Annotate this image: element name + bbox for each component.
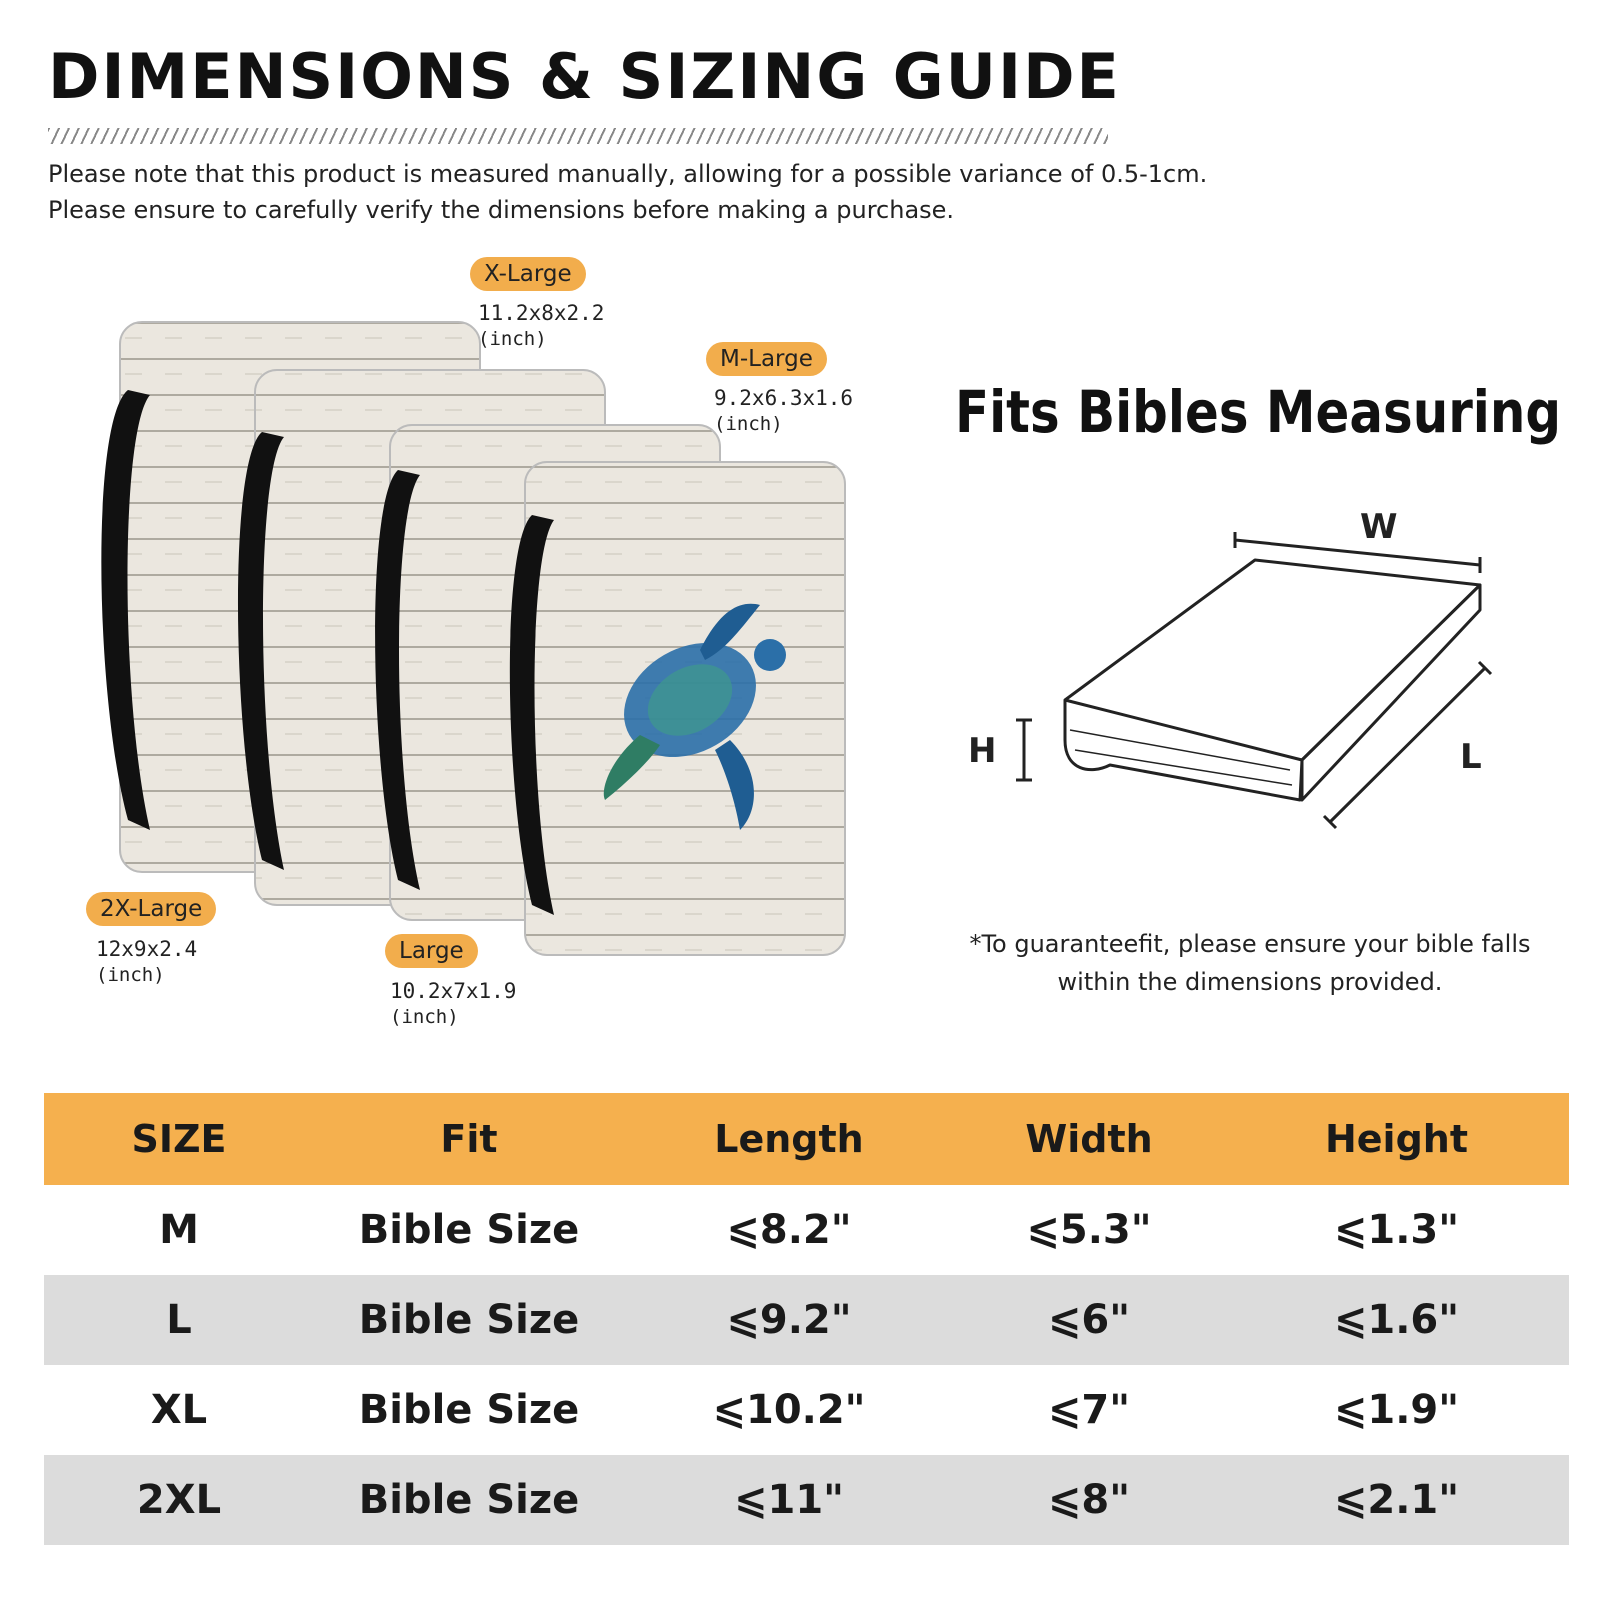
- guarantee-note: [940, 925, 1560, 1001]
- header-size: SIZE: [44, 1093, 314, 1185]
- cell-size: M: [159, 1207, 199, 1253]
- cell-length: ⩽11": [624, 1455, 954, 1545]
- table-row: [44, 1455, 1569, 1545]
- cell-length: ⩽10.2": [712, 1387, 866, 1433]
- header-width: Width: [954, 1093, 1224, 1185]
- dims-unit: (inch): [96, 964, 165, 986]
- dims-value: 12x9x2.4: [96, 937, 198, 961]
- cell-fit: Bible Size: [358, 1387, 580, 1433]
- cell-height: ⩽1.6": [1224, 1275, 1569, 1365]
- header-height: Height: [1224, 1093, 1569, 1185]
- dims-value: 11.2x8x2.2: [478, 301, 605, 325]
- size-tag-m-large: M-Large: [706, 342, 827, 376]
- size-table: [44, 1093, 1569, 1545]
- cell-size: 2XL: [44, 1455, 314, 1545]
- cell-height: ⩽2.1": [1224, 1455, 1569, 1545]
- dims-unit: (inch): [390, 1006, 459, 1028]
- table-row: [44, 1185, 1569, 1275]
- dims-value: 9.2x6.3x1.6: [714, 386, 854, 410]
- dims-value: 10.2x7x1.9: [390, 979, 517, 1003]
- cell-height: ⩽1.3": [1333, 1207, 1460, 1253]
- table-row: [44, 1365, 1569, 1455]
- guarantee-line-2: within the dimensions provided.: [1057, 968, 1443, 996]
- cell-length: ⩽8.2": [726, 1207, 852, 1253]
- cell-size: XL: [150, 1387, 208, 1433]
- page-title: DIMENSIONS & SIZING GUIDE: [48, 40, 1121, 113]
- cover-large: [510, 462, 845, 955]
- cell-fit: Bible Size: [314, 1455, 624, 1545]
- height-label: H: [968, 731, 997, 771]
- dims-unit: (inch): [478, 328, 547, 350]
- size-tag-x-large: X-Large: [470, 257, 586, 291]
- cell-fit: Bible Size: [358, 1207, 580, 1253]
- verify-note: Please ensure to carefully verify the dimensions before making a purchase.: [48, 196, 955, 224]
- size-tag-large: Large: [385, 934, 478, 968]
- table-row: [44, 1275, 1569, 1365]
- cell-fit: Bible Size: [314, 1275, 624, 1365]
- cell-size: L: [44, 1275, 314, 1365]
- cell-width: ⩽6": [954, 1275, 1224, 1365]
- header-fit: Fit: [314, 1093, 624, 1185]
- width-label: W: [1360, 507, 1398, 547]
- book-dimension-diagram: [968, 500, 1540, 860]
- cell-height: ⩽1.9": [1333, 1387, 1460, 1433]
- cell-width: ⩽5.3": [1026, 1207, 1152, 1253]
- size-tag-2x-large: 2X-Large: [86, 892, 216, 926]
- variance-note: Please note that this product is measured manually, allowing for a possible variance of 0.5-1cm.: [48, 160, 1208, 188]
- dims-unit: (inch): [714, 413, 783, 435]
- cell-length: ⩽9.2": [624, 1275, 954, 1365]
- cell-width: ⩽7": [1047, 1387, 1131, 1433]
- dims-m-large: [714, 385, 853, 437]
- cell-width: ⩽8": [954, 1455, 1224, 1545]
- header-length: Length: [624, 1093, 954, 1185]
- length-label: L: [1460, 737, 1482, 777]
- guarantee-line-1: *To guaranteefit, please ensure your bible falls: [969, 930, 1531, 958]
- dims-large: [390, 978, 516, 1030]
- dims-2x-large: [96, 936, 197, 988]
- table-header-row: [44, 1093, 1569, 1185]
- dims-x-large: [478, 300, 604, 352]
- fits-bibles-heading: Fits Bibles Measuring: [955, 378, 1562, 446]
